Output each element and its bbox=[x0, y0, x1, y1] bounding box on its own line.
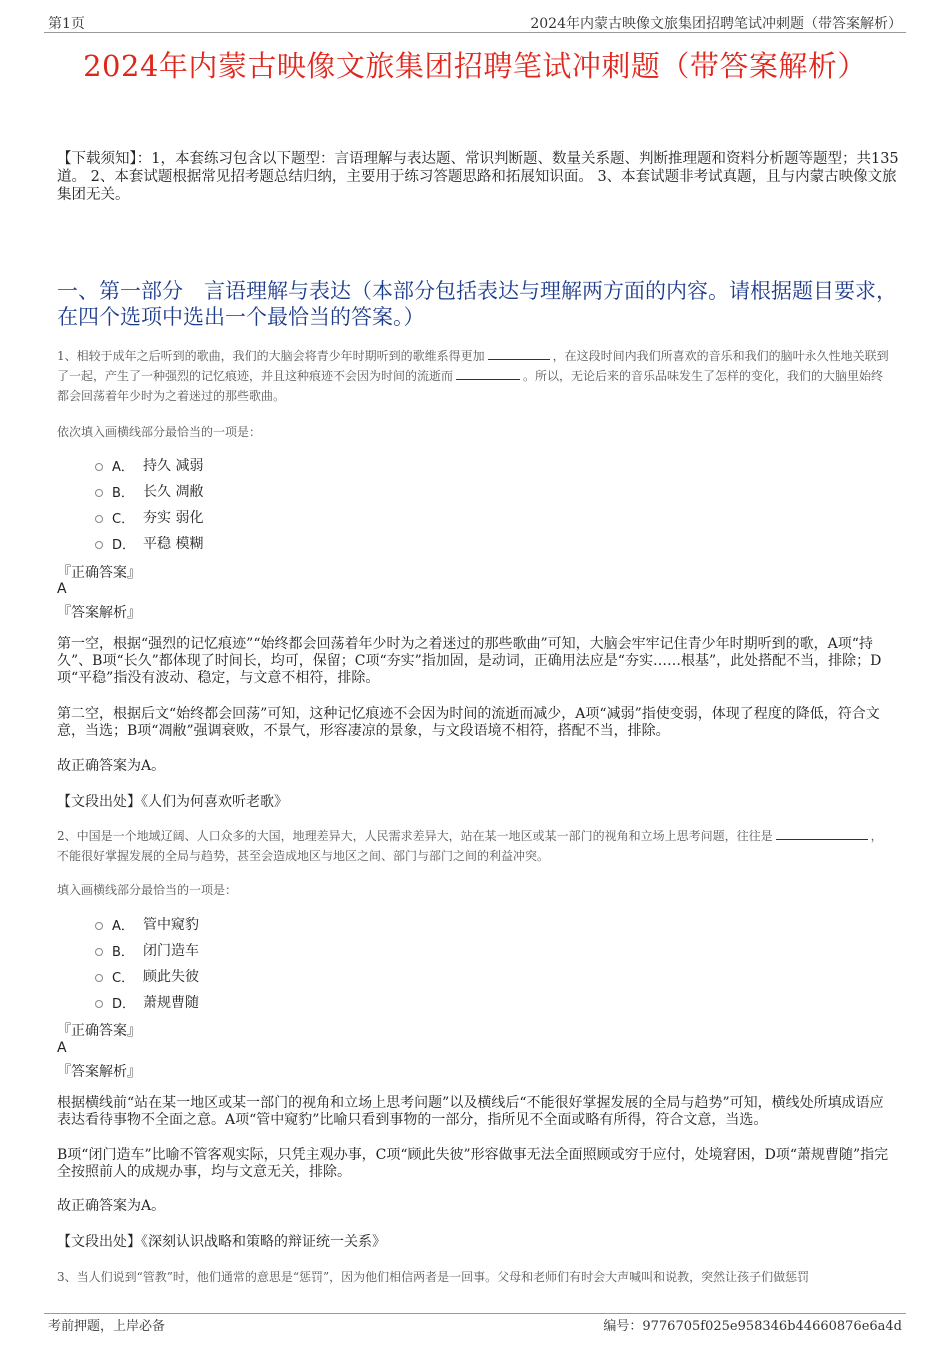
correct-answer-value: A bbox=[57, 581, 67, 597]
correct-answer-label: 『正确答案』 bbox=[57, 1023, 141, 1039]
option-c[interactable]: C． 顾此失彼 bbox=[95, 963, 199, 989]
source-citation: 【文段出处】《深刻认识战略和策略的辩证统一关系》 bbox=[57, 1234, 386, 1250]
analysis-conclusion: 故正确答案为A。 bbox=[57, 1198, 166, 1214]
question-1-options bbox=[95, 452, 203, 556]
analysis-paragraph: 第一空，根据“强烈的记忆痕迹”“始终都会回荡着年少时为之着迷过的那些歌曲”可知，大脑会牢牢记住青少年时期听到的歌，A项“持久”、B项“长久”都体现了时间长，均可，保留；C项“夯实”指加固，是动词，正确用法应是“夯实……根基”，此处搭配不当，排除；D项“平稳”指没有波动、稳定，与文意不相符，排除。 bbox=[57, 636, 882, 686]
analysis-paragraph: 第二空，根据后文“始终都会回荡”可知，这种记忆痕迹不会因为时间的流逝而减少，A项“减弱”指使变弱，体现了程度的降低，符合文意，当选；B项“凋敝”强调衰败，不景气，形容凄凉的景象，与文段语境不相符，搭配不当，排除。 bbox=[57, 706, 880, 739]
analysis-paragraph: B项“闭门造车”比喻不管客观实际，只凭主观办事，C项“顾此失彼”形容做事无法全面照顾或穷于应付，处境窘困，D项“萧规曹随”指完全按照前人的成规办事，均与文意无关，排除。 bbox=[57, 1147, 889, 1180]
section-heading: 一、第一部分 言语理解与表达（本部分包括表达与理解两方面的内容。请根据题目要求，在四个选项中选出一个最恰当的答案。） bbox=[57, 279, 897, 329]
header-doc-title: 2024年内蒙古映像文旅集团招聘笔试冲刺题（带答案解析） bbox=[530, 16, 902, 32]
option-d[interactable]: D． 平稳 模糊 bbox=[95, 530, 203, 556]
question-1-prompt: 依次填入画横线部分最恰当的一项是： bbox=[57, 425, 262, 439]
page-number: 第1页 bbox=[48, 16, 85, 32]
analysis-label: 『答案解析』 bbox=[57, 605, 141, 621]
question-2-options bbox=[95, 911, 199, 1015]
download-notice: 【下载须知】：1，本套练习包含以下题型：言语理解与表达题、常识判断题、数量关系题、判断推理题和资料分析题等题型；共135道。 2、本套试题根据常见招考题总结归纳，主要用于练习答题思路和拓展知识面。 3、本套试题非考试真题，且与内蒙古映像文旅集团无关。 bbox=[57, 151, 899, 203]
option-b[interactable]: B． 闭门造车 bbox=[95, 937, 199, 963]
analysis-paragraph: 根据横线前“站在某一地区或某一部门的视角和立场上思考问题”以及横线后“不能很好掌握发展的全局与趋势”可知，横线处所填成语应表达看待事物不全面之意。A项“管中窥豹”比喻只看到事物的一部分，指所见不全面或略有所得，符合文意，当选。 bbox=[57, 1095, 884, 1128]
radio-icon[interactable] bbox=[95, 974, 103, 982]
option-c[interactable]: C． 夯实 弱化 bbox=[95, 504, 203, 530]
footer-divider bbox=[44, 1313, 906, 1314]
fill-blank bbox=[456, 367, 520, 380]
question-1-text: 1、相较于成年之后听到的歌曲，我们的大脑会将青少年时期听到的歌维系得更加 ，在这段时间内我们所喜欢的音乐和我们的脑叶永久性地关联到了一起，产生了一种强烈的记忆痕迹，并且这种痕迹不会因为时间的流逝而 。所以，无论后来的音乐品味发生了怎样的变化，我们的大脑里始终都会回荡着年少时为之着迷过的那些歌曲。 bbox=[57, 349, 889, 403]
page-title: 2024年内蒙古映像文旅集团招聘笔试冲刺题（带答案解析） bbox=[83, 49, 867, 83]
question-2-text: 2、中国是一个地域辽阔、人口众多的大国，地理差异大，人民需求差异大，站在某一地区或某一部门的视角和立场上思考问题，往往是 ，不能很好掌握发展的全局与趋势，甚至会造成地区与地区之间、部门与部门之间的利益冲突。 bbox=[57, 829, 883, 863]
option-b[interactable]: B． 长久 凋敝 bbox=[95, 478, 203, 504]
header-divider bbox=[44, 32, 906, 33]
radio-icon[interactable] bbox=[95, 489, 103, 497]
fill-blank bbox=[776, 827, 868, 840]
question-3-text: 3、当人们说到“管教”时，他们通常的意思是“惩罚”，因为他们相信两者是一回事。父母和老师们有时会大声喊叫和说教，突然让孩子们做惩罚 bbox=[57, 1270, 810, 1284]
radio-icon[interactable] bbox=[95, 463, 103, 471]
question-2-prompt: 填入画横线部分最恰当的一项是： bbox=[57, 883, 238, 897]
radio-icon[interactable] bbox=[95, 541, 103, 549]
analysis-label: 『答案解析』 bbox=[57, 1064, 141, 1080]
radio-icon[interactable] bbox=[95, 922, 103, 930]
fill-blank bbox=[488, 347, 550, 360]
source-citation: 【文段出处】《人们为何喜欢听老歌》 bbox=[57, 794, 288, 810]
option-d[interactable]: D． 萧规曹随 bbox=[95, 989, 199, 1015]
option-a[interactable]: A． 持久 减弱 bbox=[95, 452, 203, 478]
footer-serial-number: 编号：9776705f025e958346b44660876e6a4d bbox=[603, 1319, 902, 1334]
correct-answer-value: A bbox=[57, 1040, 67, 1056]
option-a[interactable]: A． 管中窥豹 bbox=[95, 911, 199, 937]
radio-icon[interactable] bbox=[95, 948, 103, 956]
radio-icon[interactable] bbox=[95, 1000, 103, 1008]
radio-icon[interactable] bbox=[95, 515, 103, 523]
footer-slogan: 考前押题，上岸必备 bbox=[48, 1319, 166, 1334]
analysis-conclusion: 故正确答案为A。 bbox=[57, 758, 166, 774]
correct-answer-label: 『正确答案』 bbox=[57, 565, 141, 581]
